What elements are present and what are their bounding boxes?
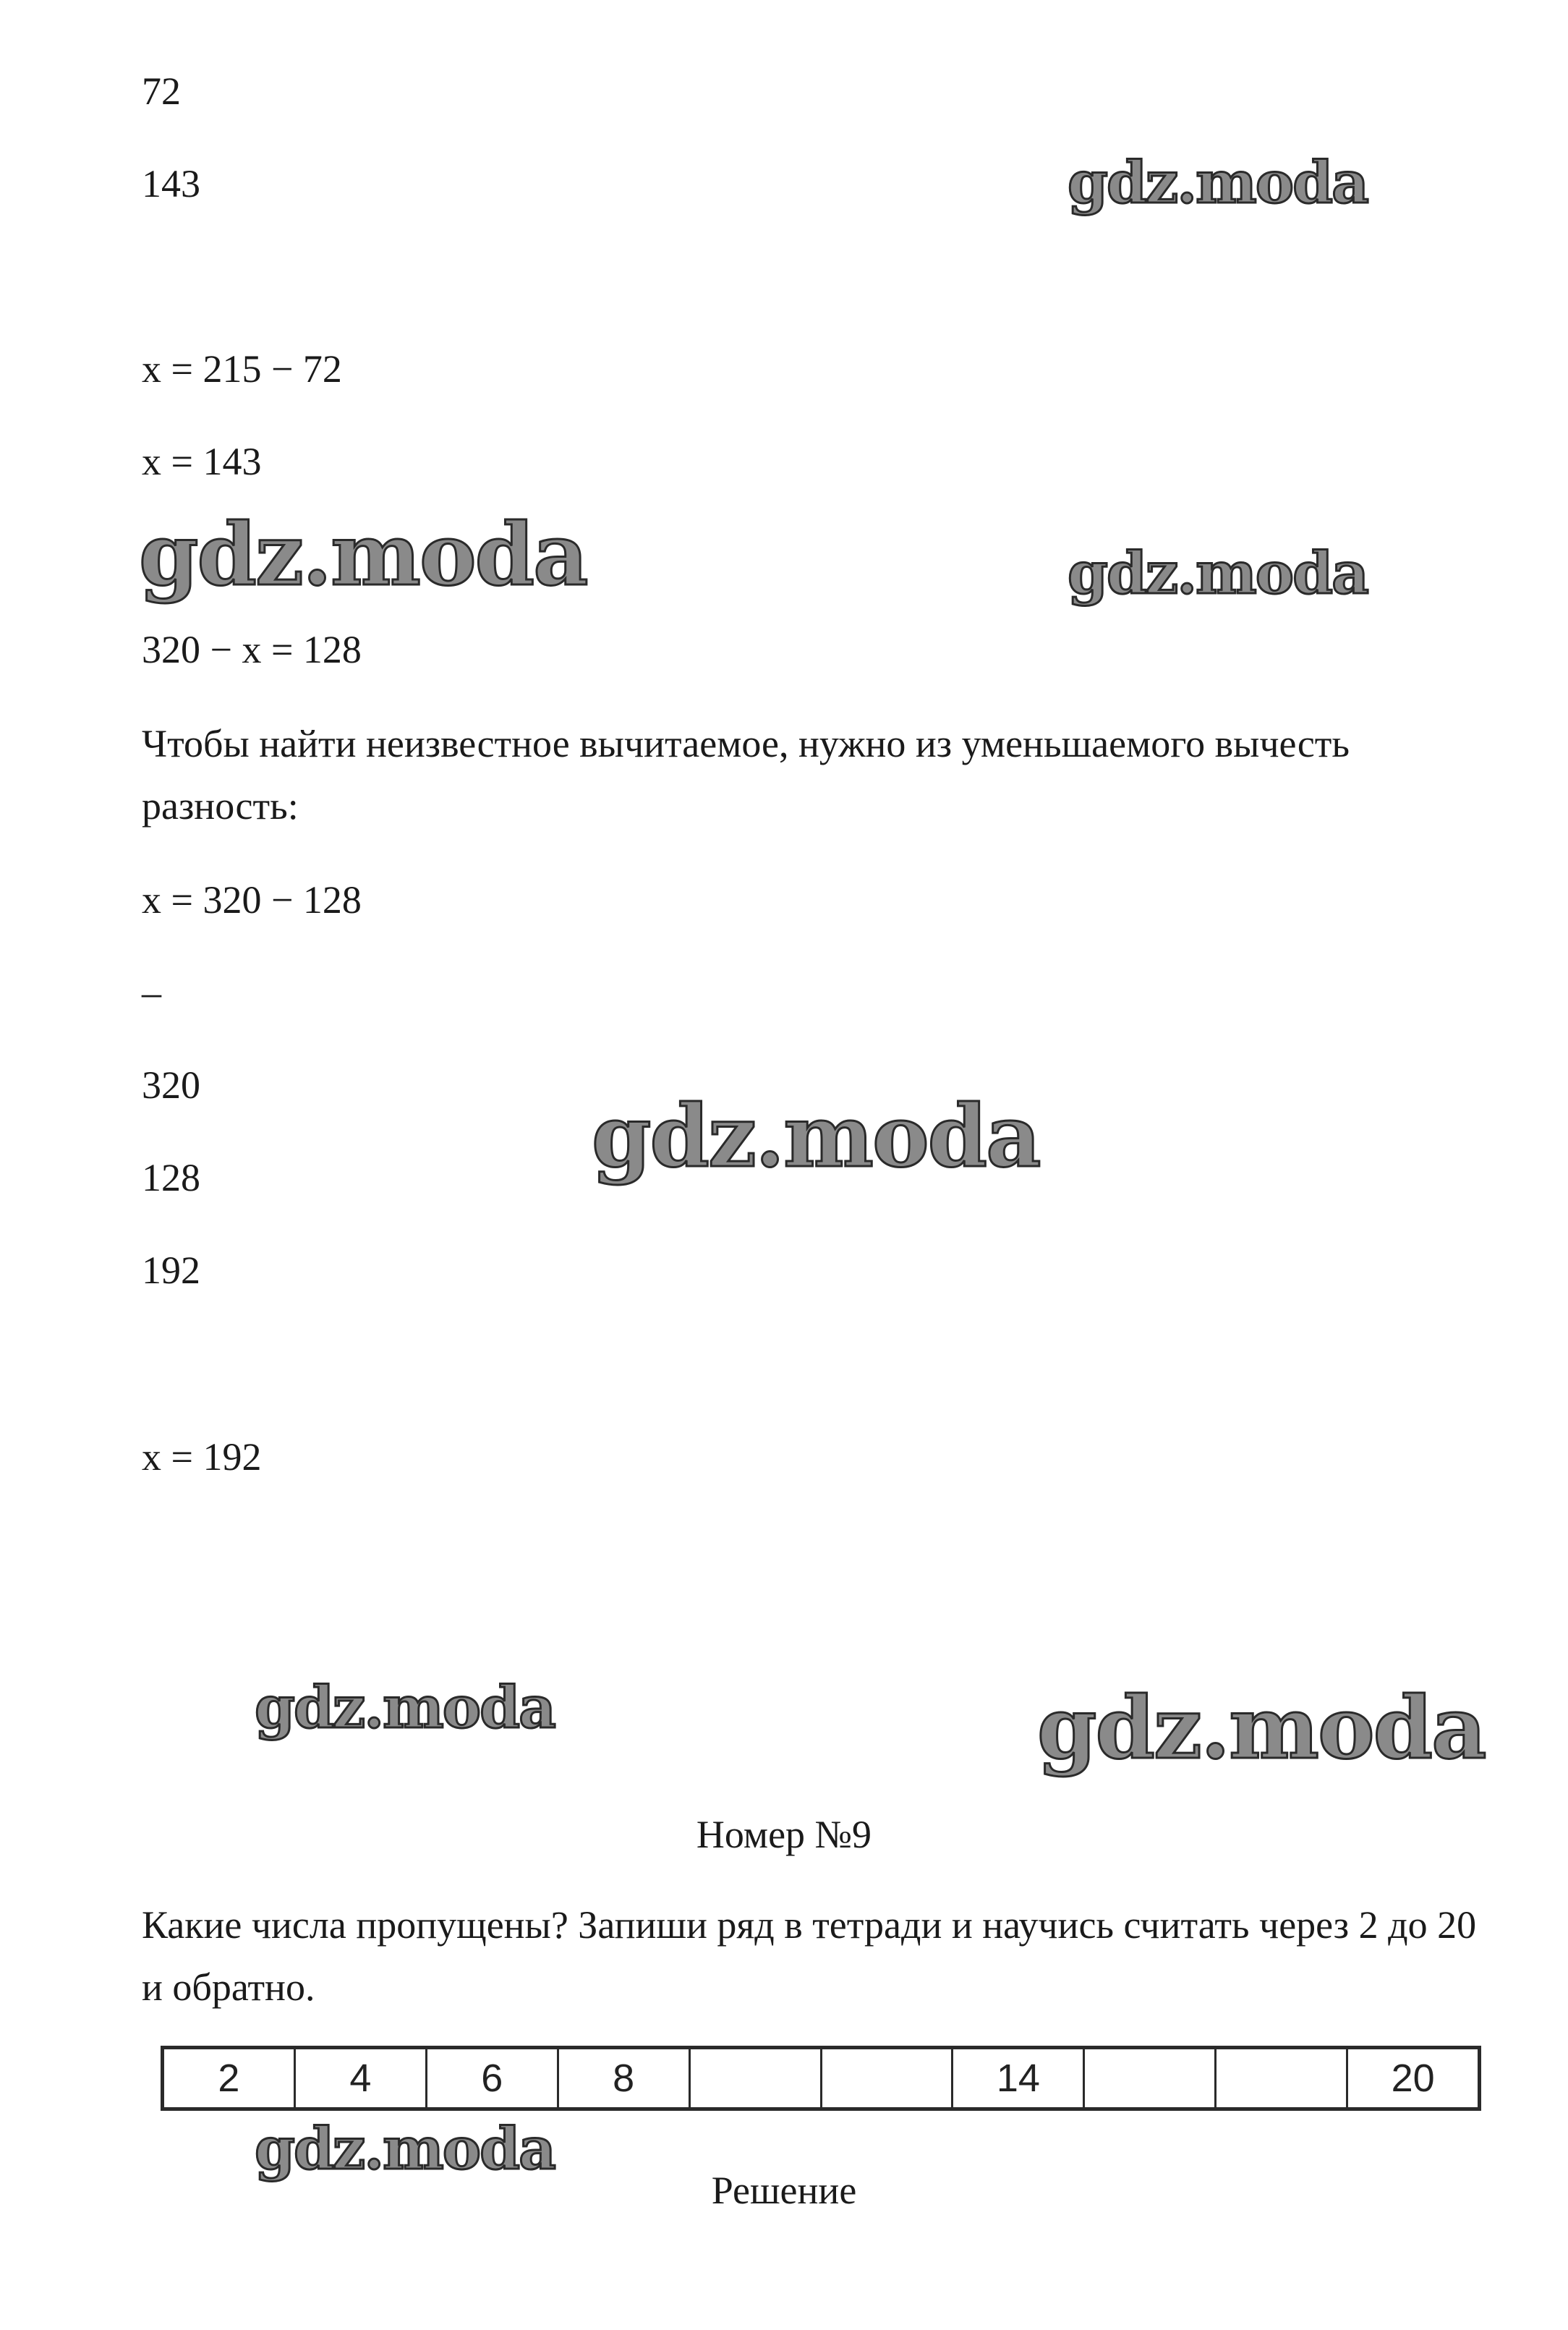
sequence-cell-empty [1217, 2049, 1348, 2107]
minus-sign: – [142, 971, 161, 1014]
calc-line: 320 [142, 1063, 200, 1107]
watermark: gdz.moda [592, 1086, 1040, 1186]
task-heading: Номер №9 [696, 1813, 872, 1856]
solution-label: Решение [711, 2169, 857, 2212]
sequence-cell: 8 [559, 2049, 691, 2107]
equation-line: x = 143 [142, 440, 262, 483]
sequence-cell: 6 [427, 2049, 559, 2107]
sequence-cell: 4 [296, 2049, 427, 2107]
watermark: gdz.moda [255, 1673, 555, 1741]
watermark: gdz.moda [1037, 1678, 1486, 1778]
watermark: gdz.moda [1068, 148, 1368, 216]
sequence-cell-empty [822, 2049, 954, 2107]
number-sequence-strip [161, 2046, 1481, 2111]
watermark: gdz.moda [255, 2114, 555, 2182]
sequence-cell: 2 [164, 2049, 296, 2107]
sequence-cell-empty [691, 2049, 822, 2107]
calc-line: 143 [142, 162, 200, 205]
equation-line: x = 215 − 72 [142, 347, 342, 391]
equation-line: x = 192 [142, 1435, 262, 1479]
equation-line: 320 − x = 128 [142, 628, 362, 671]
rule-text: Чтобы найти неизвестное вычитаемое, нужно из уменьшаемого вычесть разность: [142, 722, 1350, 828]
sequence-cell-empty [1085, 2049, 1217, 2107]
calc-line: 192 [142, 1249, 200, 1292]
sequence-cell: 14 [953, 2049, 1085, 2107]
sequence-cell: 20 [1391, 2057, 1435, 2100]
equation-line: x = 320 − 128 [142, 878, 362, 922]
calc-line: 128 [142, 1156, 200, 1199]
task-question: Какие числа пропущены? Запиши ряд в тетради и научись считать через 2 до 20 и обратно. [142, 1903, 1477, 2009]
calc-line: 72 [142, 69, 181, 113]
watermark: gdz.moda [1068, 539, 1368, 607]
watermark: gdz.moda [139, 504, 587, 605]
